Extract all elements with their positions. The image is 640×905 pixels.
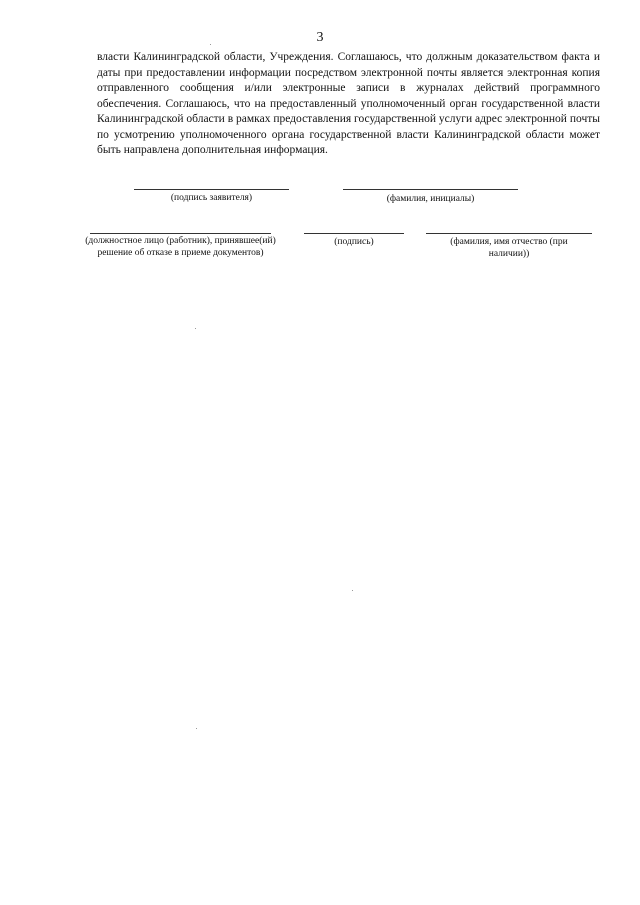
page-number: 3 (316, 30, 324, 45)
consent-paragraph: власти Калининградской области, Учреждения. Соглашаюсь, что должным доказательством факта и даты при предоставлении информации посредством электронной почты является электронная копия отправленного сообщения и/или электронные записи в журналах действий программного обеспечения. Соглашаюсь, что на предоставленный уполномоченный орган государственной власти Калининградской области в рамках предоставления государственной услуги адрес электронной почты по усмотрению уполномоченного органа государственной власти Калининградской области может быть направлена дополнительная информация. (97, 51, 600, 156)
applicant-name-caption: (фамилия, инициалы) (386, 194, 475, 204)
official-name-line (426, 233, 592, 234)
scan-speck (195, 328, 196, 329)
official-position-caption: (должностное лицо (работник), принявшее(ий) решение об отказе в приеме документов) (85, 236, 276, 258)
applicant-signature-caption: (подпись заявителя) (170, 193, 253, 203)
applicant-signature-line (134, 189, 289, 190)
scan-speck (196, 728, 197, 729)
official-position-line (90, 233, 271, 234)
official-name-caption: (фамилия, имя отчество (при наличии)) (450, 237, 568, 259)
applicant-name-line (343, 189, 518, 190)
scan-speck (210, 44, 211, 45)
official-signature-caption: (подпись) (334, 237, 374, 247)
official-signature-line (304, 233, 404, 234)
scan-speck (352, 590, 353, 591)
